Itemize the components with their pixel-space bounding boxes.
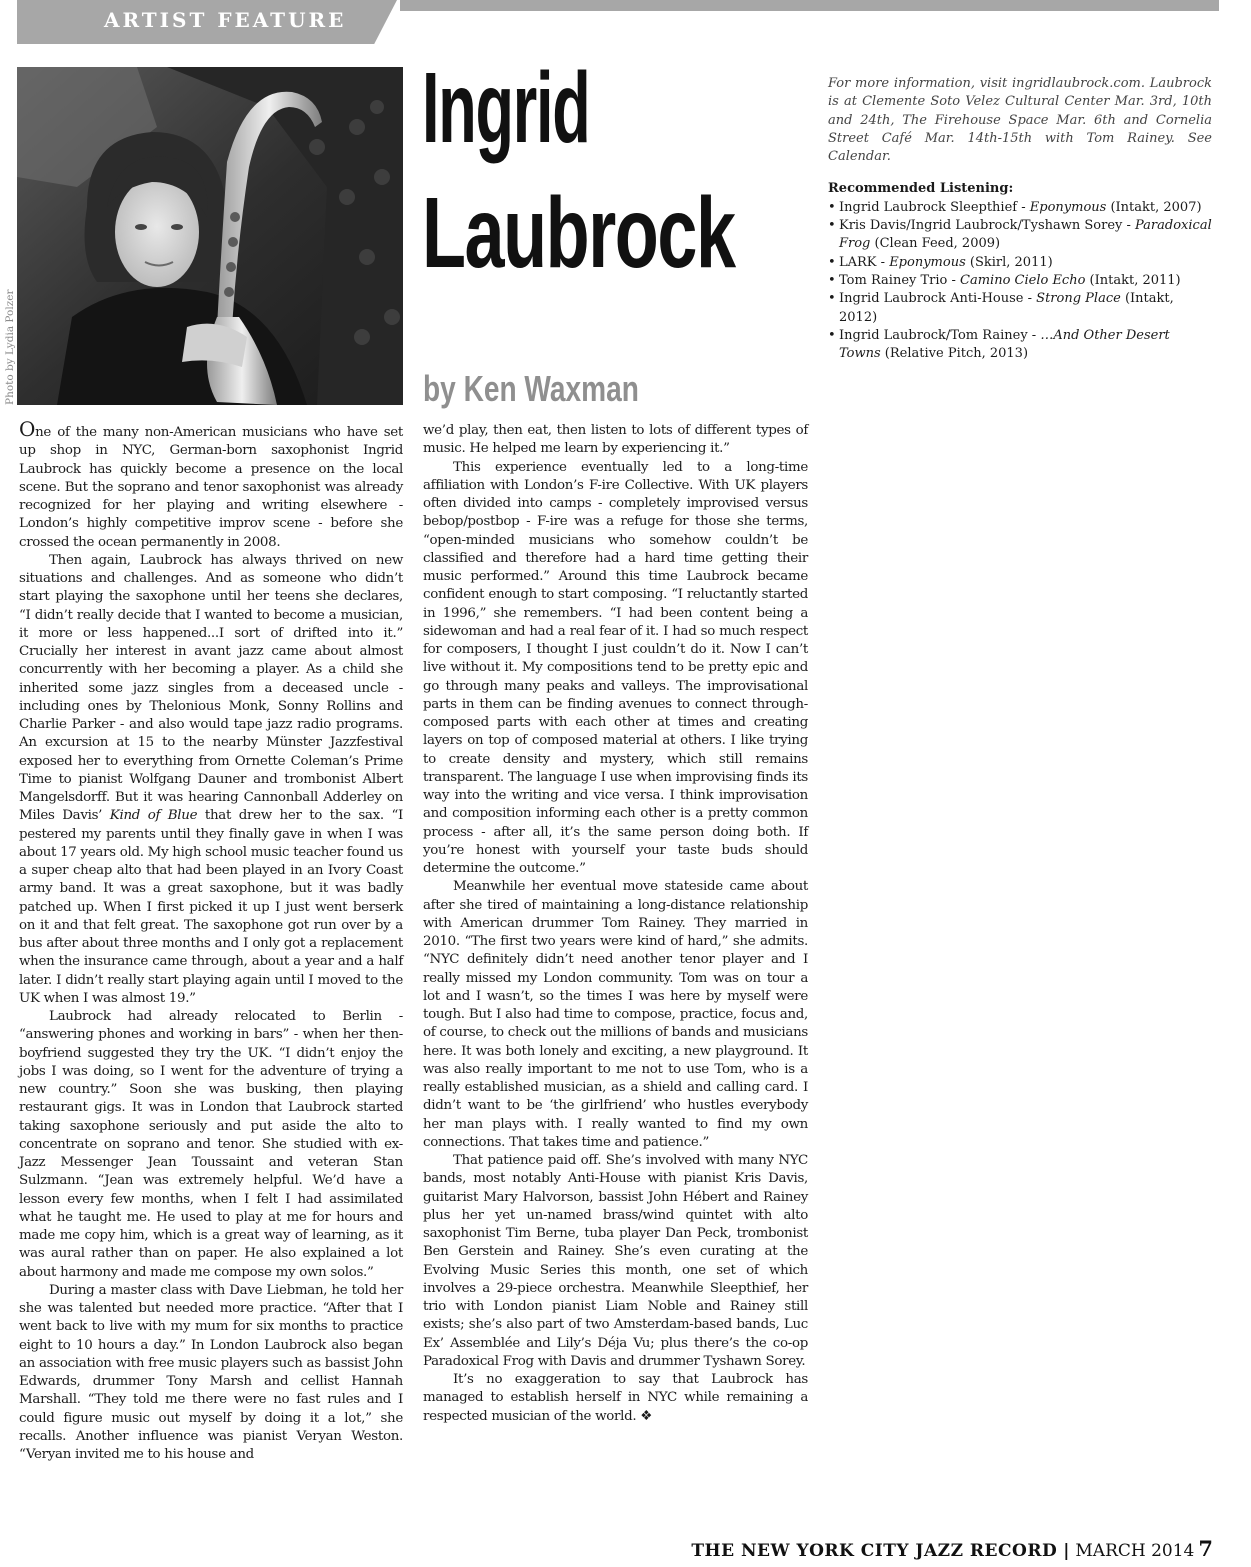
article-paragraph: During a master class with Dave Liebman, he told her she was talented but needed more practice. “After that I went back to live with my mum for six months to practice eight to 10 hours a day.” In London Laubrock also began an association with free music players such as bassist John Edwards, drummer Tony Marsh and cellist Hannah Marshall. “They told me there were no fast rules and I could figure music out myself by doing it a lot,” she recalls. Another influence was pianist Veryan Weston. “Veryan invited me to his house and <box>19 1282 403 1462</box>
header-rule <box>400 0 1219 11</box>
recommended-listening-heading: Recommended Listening: <box>828 181 1014 197</box>
article-paragraph: we’d play, then eat, then listen to lots of different types of music. He helped me learn by experiencing it.” <box>423 423 808 457</box>
recording-item: • Ingrid Laubrock/Tom Rainey - …And Other Desert Towns (Relative Pitch, 2013) <box>828 327 1212 364</box>
event-info: For more information, visit ingridlaubrock.com. Laubrock is at Clemente Soto Velez Cultural Center Mar. 3rd, 10th and 24th, The Firehouse Space Mar. 6th and Cornelia Street Café Mar. 14th-15th with Tom Rainey. See Calendar. <box>828 76 1212 165</box>
article-paragraph: Then again, Laubrock has always thrived on new situations and challenges. And as someone who didn’t start playing the saxophone until her teens she declares, “I didn’t really decide that I wanted to become a musician, it more or less happened...I sort of drifted into it.” Crucially her interest in avant jazz came about almost concurrently with her becoming a player. As a child she inherited some jazz singles from a deceased uncle - including ones by Thelonious Monk, Sonny Rollins and Charlie Parker - and also would tape jazz radio programs. An excursion at 15 to the nearby Münster Jazzfestival exposed her to everything from Ornette Coleman’s Prime Time to pianist Wolfgang Dauner and trombonist Albert Mangelsdorff. But it was hearing Cannonball Adderley on Miles Davis’ Kind of Blue that drew her to the sax. “I pestered my parents until they finally gave in when I was about 17 years old. My high school music teacher found us a super cheap alto that had been played in an Ivory Coast army band. It was a great saxophone, but it was badly patched up. When I first picked it up I just went berserk on it and that felt great. The saxophone got run over by a bus after about three months and I only got a replacement when the insurance came through, about a year and a half later. I didn’t really start playing again until I moved to the UK when I was almost 19.” <box>19 552 403 1006</box>
issue-date: MARCH 2014 <box>1075 1541 1195 1561</box>
page-footer <box>691 1536 1213 1561</box>
recording-item: • Ingrid Laubrock Sleepthief - Eponymous (Intakt, 2007) <box>828 199 1212 217</box>
info-sidebar <box>828 75 1212 363</box>
article-column-2 <box>423 422 808 1426</box>
artist-photo <box>17 67 403 405</box>
album-title: Kind of Blue <box>109 808 198 824</box>
headline-first-name: Ingrid <box>422 52 590 164</box>
recording-item: • LARK - Eponymous (Skirl, 2011) <box>828 254 1212 272</box>
recording-item: • Tom Rainey Trio - Camino Cielo Echo (Intakt, 2011) <box>828 272 1212 290</box>
publication-name: THE NEW YORK CITY JAZZ RECORD <box>691 1541 1058 1561</box>
recording-item: • Ingrid Laubrock Anti-House - Strong Place (Intakt, 2012) <box>828 290 1212 327</box>
article-column-1 <box>19 417 403 1464</box>
article-paragraph: Laubrock had already relocated to Berlin - “answering phones and working in bars” - when her then-boyfriend suggested they try the UK. “I didn’t enjoy the jobs I was doing, so I went for the adventure of trying a new country.” Soon she was busking, then playing restaurant gigs. It was in London that Laubrock started taking saxophone seriously and put aside the alto to concentrate on soprano and tenor. She studied with ex-Jazz Messenger Jean Toussaint and veteran Stan Sulzmann. “Jean was extremely helpful. We’d have a lesson every few months, when I felt I had assimilated what he taught me. He used to play at me for hours and made me copy him, which is a great way of learning, as it was aural rather than on paper. He also explained a lot about harmony and made me compose my own solos.” <box>19 1009 403 1280</box>
article-paragraph: This experience eventually led to a long-time affiliation with London’s F-ire Collective. With UK players often divided into camps - completely improvised versus bebop/postbop - F-ire was a refuge for those she terms, “open-minded musicians who somehow couldn’t be classified and therefore had a hard time getting their music performed.” Around this time Laubrock became confident enough to start composing. “I reluctantly started in 1996,” she remembers. “I had been content being a sidewoman and had a real fear of it. I had so much respect for composers, I thought I just couldn’t do it. Now I can’t live without it. My compositions tend to be pretty epic and go through many peaks and valleys. The improvisational parts in them can be finding avenues to connect through-composed parts with each other at times and creating layers on top of composed material at others. I like trying to create density and mystery, which still remains transparent. The language I use when improvising finds its way into the writing and vice versa. I think improvisation and composition informing each other is a pretty common process - after all, it’s the same person doing both. If you’re honest with yourself your taste buds should determine the outcome.” <box>423 459 808 876</box>
recording-item: • Kris Davis/Ingrid Laubrock/Tyshawn Sorey - Paradoxical Frog (Clean Feed, 2009) <box>828 217 1212 254</box>
headline-last-name: Laubrock <box>422 177 735 289</box>
article-paragraph: That patience paid off. She’s involved with many NYC bands, most notably Anti-House with pianist Kris Davis, guitarist Mary Halvorson, bassist John Hébert and Rainey plus her yet un-named brass/wind quintet with alto saxophonist Tim Berne, tuba player Dan Peck, trombonist Ben Gerstein and Rainey. She’s even curating at the Evolving Music Series this month, one set of which involves a 29-piece orchestra. Meanwhile Sleepthief, her trio with London pianist Liam Noble and Rainey still exists; she’s also part of two Amsterdam-based bands, Luc Ex’ Assemblée and Lily’s Déja Vu; plus there’s the co-op Paradoxical Frog with Davis and drummer Tyshawn Sorey. <box>423 1153 808 1369</box>
article-paragraph: Meanwhile her eventual move stateside came about after she tired of maintaining a long-distance relationship with American drummer Tom Rainey. They married in 2010. “The first two years were kind of hard,” she admits. “NYC definitely didn’t need another tenor player and I really missed my London community. Tom was on tour a lot and I wasn’t, so the times I was here by myself were tough. But I also had time to compose, practice, focus and, of course, to check out the millions of bands and musicians here. It was both lonely and exciting, a new playground. It was also really important to me not to use Tom, who is a really established musician, as a shield and calling card. I didn’t want to be ‘the girlfriend’ who hustles everybody her man plays with. I really wanted to find my own connections. That takes time and patience.” <box>423 879 808 1150</box>
photo-credit: Photo by Lydia Polzer <box>4 289 16 405</box>
footer-separator: | <box>1063 1541 1070 1561</box>
drop-cap: O <box>19 417 36 441</box>
page-number: 7 <box>1198 1536 1213 1561</box>
section-label: ARTIST FEATURE <box>104 8 347 32</box>
section-header-band <box>0 0 1219 44</box>
article-paragraph: One of the many non-American musicians who have set up shop in NYC, German-born saxophonist Ingrid Laubrock has quickly become a presence on the local scene. But the soprano and tenor saxophonist was already recognized for her playing and writing elsewhere - London’s highly competitive improv scene - before she crossed the ocean permanently in 2008. <box>19 417 403 550</box>
article-paragraph: It’s no exaggeration to say that Laubrock has managed to establish herself in NYC while remaining a respected musician of the world. ❖ <box>423 1372 808 1424</box>
recommended-listening-list <box>828 199 1212 364</box>
byline: by Ken Waxman <box>423 368 639 409</box>
